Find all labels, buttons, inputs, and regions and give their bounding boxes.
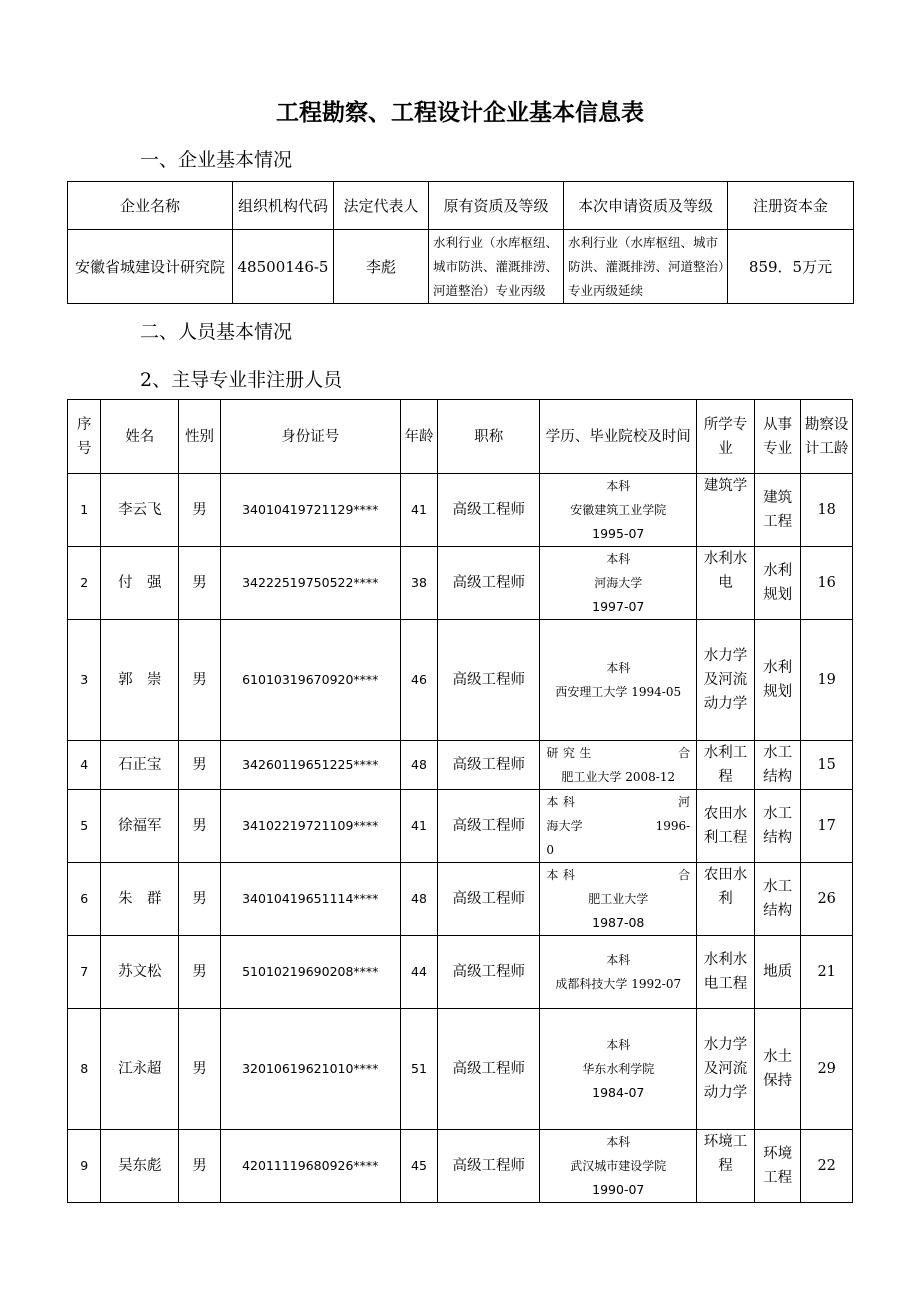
row-field: 地质 bbox=[754, 936, 801, 1009]
subsection-heading: 2、主导专业非注册人员 bbox=[140, 369, 343, 391]
table-row bbox=[68, 474, 853, 547]
row-gender: 男 bbox=[179, 863, 220, 936]
edu-year: 1990-07 bbox=[592, 1182, 645, 1197]
row-major: 农田水利工程 bbox=[697, 790, 755, 863]
edu-degree: 本科 bbox=[606, 661, 631, 675]
edu-year: 1987-08 bbox=[592, 915, 645, 930]
row-work-years: 17 bbox=[801, 790, 853, 863]
header-company-name: 企业名称 bbox=[68, 182, 233, 230]
row-education bbox=[540, 936, 697, 1009]
header-org-code: 组织机构代码 bbox=[233, 182, 334, 230]
table-row bbox=[68, 863, 853, 936]
edu-degree: 本科 bbox=[606, 953, 631, 967]
edu-school: 安徽建筑工业学院 bbox=[570, 503, 667, 517]
row-id: 34010419721129**** bbox=[220, 474, 400, 547]
row-education bbox=[540, 474, 697, 547]
row-title: 高级工程师 bbox=[438, 790, 540, 863]
row-name: 石正宝 bbox=[101, 741, 179, 790]
row-no: 2 bbox=[68, 547, 101, 620]
row-education bbox=[540, 863, 697, 936]
row-gender: 男 bbox=[179, 1009, 220, 1130]
edu-degree: 本科 bbox=[606, 479, 631, 493]
row-name: 郭 崇 bbox=[101, 620, 179, 741]
row-id: 61010319670920**** bbox=[220, 620, 400, 741]
row-age: 38 bbox=[400, 547, 437, 620]
row-education bbox=[540, 620, 697, 741]
page-title: 工程勘察、工程设计企业基本信息表 bbox=[276, 100, 644, 126]
header-new-qualification: 本次申请资质及等级 bbox=[564, 182, 728, 230]
edu-degree: 本科 河 bbox=[546, 795, 691, 809]
table-row bbox=[68, 1009, 853, 1130]
edu-school: 肥工业大学 bbox=[588, 892, 649, 906]
row-field: 水利规划 bbox=[754, 620, 801, 741]
row-work-years: 26 bbox=[801, 863, 853, 936]
row-title: 高级工程师 bbox=[438, 1009, 540, 1130]
row-age: 51 bbox=[400, 1009, 437, 1130]
row-work-years: 22 bbox=[801, 1130, 853, 1203]
table-row bbox=[68, 230, 854, 304]
header-old-qualification: 原有资质及等级 bbox=[429, 182, 564, 230]
edu-school: 海大学 1996-0 bbox=[546, 819, 691, 857]
legal-rep: 李彪 bbox=[334, 230, 429, 304]
header-id: 身份证号 bbox=[220, 400, 400, 474]
edu-school: 华东水利学院 bbox=[582, 1062, 655, 1076]
table-row bbox=[68, 790, 853, 863]
edu-degree: 本科 bbox=[606, 1135, 631, 1149]
row-age: 46 bbox=[400, 620, 437, 741]
row-major: 水力学及河流动力学 bbox=[697, 1009, 755, 1130]
row-no: 3 bbox=[68, 620, 101, 741]
section-heading-staff: 二、人员基本情况 bbox=[140, 321, 293, 343]
row-gender: 男 bbox=[179, 620, 220, 741]
header-education: 学历、毕业院校及时间 bbox=[540, 400, 697, 474]
row-age: 48 bbox=[400, 863, 437, 936]
row-no: 7 bbox=[68, 936, 101, 1009]
row-id: 32010619621010**** bbox=[220, 1009, 400, 1130]
table-row bbox=[68, 620, 853, 741]
row-field: 建筑工程 bbox=[754, 474, 801, 547]
row-title: 高级工程师 bbox=[438, 863, 540, 936]
row-work-years: 29 bbox=[801, 1009, 853, 1130]
row-title: 高级工程师 bbox=[438, 936, 540, 1009]
table-header-row bbox=[68, 400, 853, 474]
row-major: 水利工程 bbox=[697, 741, 755, 790]
header-gender: 性别 bbox=[179, 400, 220, 474]
edu-school: 肥工业大学 2008-12 bbox=[561, 770, 676, 784]
row-no: 5 bbox=[68, 790, 101, 863]
section-heading-company: 一、企业基本情况 bbox=[140, 149, 293, 171]
row-name: 李云飞 bbox=[101, 474, 179, 547]
edu-degree: 本科 合 bbox=[546, 868, 691, 882]
org-code: 48500146-5 bbox=[233, 230, 334, 304]
row-field: 水工结构 bbox=[754, 790, 801, 863]
edu-school: 武汉城市建设学院 bbox=[570, 1159, 667, 1173]
row-major: 建筑学 bbox=[697, 474, 755, 547]
row-gender: 男 bbox=[179, 1130, 220, 1203]
header-no: 序号 bbox=[68, 400, 101, 474]
row-age: 48 bbox=[400, 741, 437, 790]
table-header-row bbox=[68, 182, 854, 230]
company-info-table bbox=[67, 181, 854, 304]
edu-year: 1997-07 bbox=[592, 599, 645, 614]
row-age: 45 bbox=[400, 1130, 437, 1203]
table-row bbox=[68, 1130, 853, 1203]
header-name: 姓名 bbox=[101, 400, 179, 474]
edu-school: 河海大学 bbox=[594, 576, 643, 590]
row-id: 42011119680926**** bbox=[220, 1130, 400, 1203]
row-field: 水工结构 bbox=[754, 741, 801, 790]
row-age: 44 bbox=[400, 936, 437, 1009]
row-id: 34010419651114**** bbox=[220, 863, 400, 936]
row-gender: 男 bbox=[179, 936, 220, 1009]
row-no: 1 bbox=[68, 474, 101, 547]
header-major: 所学专业 bbox=[697, 400, 755, 474]
row-gender: 男 bbox=[179, 474, 220, 547]
row-id: 34222519750522**** bbox=[220, 547, 400, 620]
staff-table bbox=[67, 399, 853, 1203]
row-work-years: 16 bbox=[801, 547, 853, 620]
row-no: 6 bbox=[68, 863, 101, 936]
row-age: 41 bbox=[400, 790, 437, 863]
edu-degree: 本科 bbox=[606, 552, 631, 566]
row-work-years: 18 bbox=[801, 474, 853, 547]
row-title: 高级工程师 bbox=[438, 547, 540, 620]
row-gender: 男 bbox=[179, 790, 220, 863]
row-major: 农田水利 bbox=[697, 863, 755, 936]
row-major: 水利水电工程 bbox=[697, 936, 755, 1009]
header-work-years: 勘察设计工龄 bbox=[801, 400, 853, 474]
row-education bbox=[540, 741, 697, 790]
edu-year: 1995-07 bbox=[592, 526, 645, 541]
row-field: 环境工程 bbox=[754, 1130, 801, 1203]
row-major: 水利水电 bbox=[697, 547, 755, 620]
row-title: 高级工程师 bbox=[438, 1130, 540, 1203]
table-row bbox=[68, 936, 853, 1009]
row-no: 4 bbox=[68, 741, 101, 790]
row-id: 51010219690208**** bbox=[220, 936, 400, 1009]
row-field: 水土保持 bbox=[754, 1009, 801, 1130]
row-id: 34102219721109**** bbox=[220, 790, 400, 863]
edu-degree: 本科 bbox=[606, 1038, 631, 1052]
row-major: 环境工程 bbox=[697, 1130, 755, 1203]
row-field: 水利规划 bbox=[754, 547, 801, 620]
row-no: 8 bbox=[68, 1009, 101, 1130]
edu-degree: 研究生 合 bbox=[546, 746, 691, 760]
header-title: 职称 bbox=[438, 400, 540, 474]
row-name: 苏文松 bbox=[101, 936, 179, 1009]
row-gender: 男 bbox=[179, 547, 220, 620]
row-work-years: 21 bbox=[801, 936, 853, 1009]
row-work-years: 19 bbox=[801, 620, 853, 741]
row-age: 41 bbox=[400, 474, 437, 547]
row-education bbox=[540, 1130, 697, 1203]
row-work-years: 15 bbox=[801, 741, 853, 790]
row-education bbox=[540, 547, 697, 620]
old-qualification: 水利行业（水库枢纽、城市防洪、灌溉排涝、河道整治）专业丙级 bbox=[429, 230, 564, 304]
new-qualification: 水利行业（水库枢纽、城市防洪、灌溉排涝、河道整治）专业丙级延续 bbox=[564, 230, 728, 304]
edu-school: 西安理工大学 1994-05 bbox=[555, 685, 682, 699]
row-education bbox=[540, 1009, 697, 1130]
row-gender: 男 bbox=[179, 741, 220, 790]
row-id: 34260119651225**** bbox=[220, 741, 400, 790]
row-name: 吴东彪 bbox=[101, 1130, 179, 1203]
header-field: 从事专业 bbox=[754, 400, 801, 474]
edu-year: 1984-07 bbox=[592, 1085, 645, 1100]
registered-capital: 859．5万元 bbox=[728, 230, 854, 304]
header-capital: 注册资本金 bbox=[728, 182, 854, 230]
row-major: 水力学及河流动力学 bbox=[697, 620, 755, 741]
row-no: 9 bbox=[68, 1130, 101, 1203]
table-row bbox=[68, 547, 853, 620]
row-name: 徐福军 bbox=[101, 790, 179, 863]
header-age: 年龄 bbox=[400, 400, 437, 474]
header-legal-rep: 法定代表人 bbox=[334, 182, 429, 230]
row-name: 朱 群 bbox=[101, 863, 179, 936]
row-title: 高级工程师 bbox=[438, 474, 540, 547]
row-field: 水工结构 bbox=[754, 863, 801, 936]
table-row bbox=[68, 741, 853, 790]
row-title: 高级工程师 bbox=[438, 620, 540, 741]
row-title: 高级工程师 bbox=[438, 741, 540, 790]
company-name: 安徽省城建设计研究院 bbox=[68, 230, 233, 304]
edu-school: 成都科技大学 1992-07 bbox=[555, 977, 682, 991]
row-name: 江永超 bbox=[101, 1009, 179, 1130]
row-education bbox=[540, 790, 697, 863]
row-name: 付 强 bbox=[101, 547, 179, 620]
